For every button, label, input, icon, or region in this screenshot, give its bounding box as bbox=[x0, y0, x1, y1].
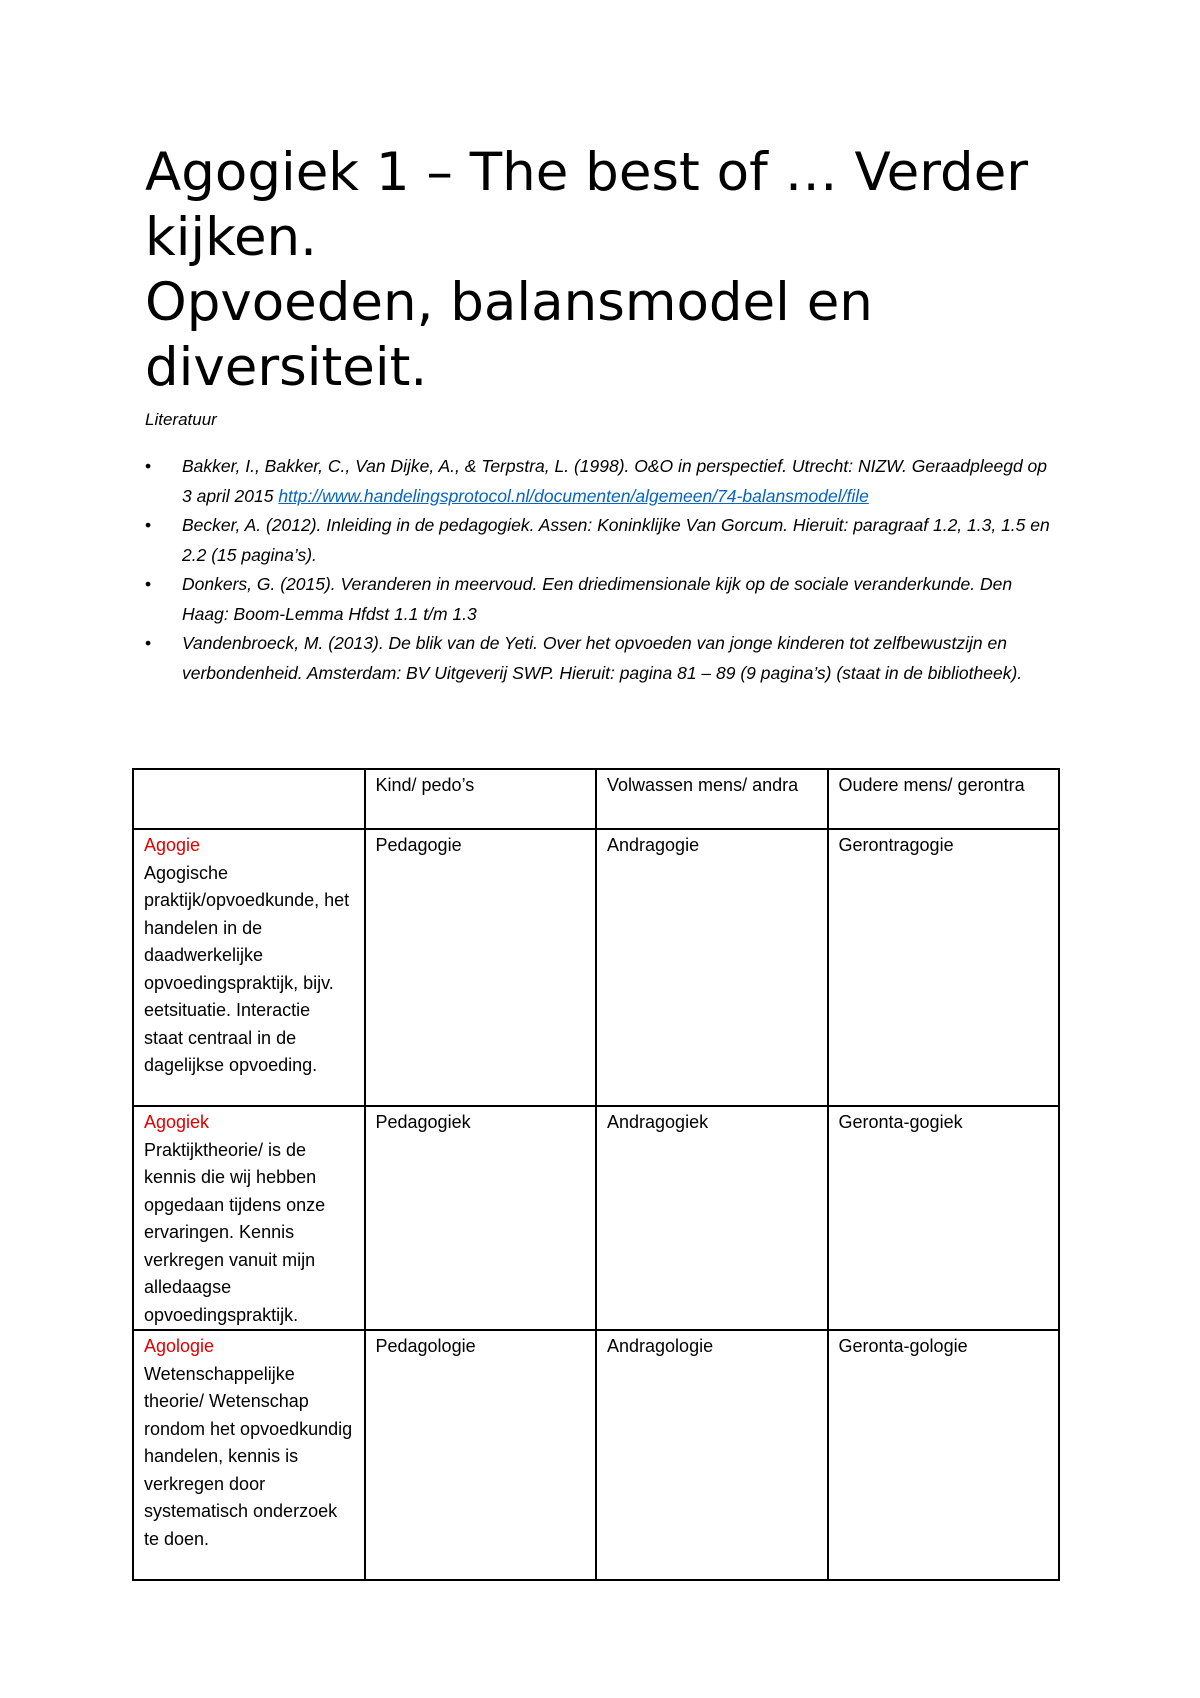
reference-item bbox=[145, 570, 1060, 629]
bullet-icon: • bbox=[145, 574, 152, 594]
table-row bbox=[133, 1330, 1059, 1580]
header-cell: Volwassen mens/ andra bbox=[596, 769, 828, 829]
reference-text: Becker, A. (2012). Inleiding in de pedagogiek. Assen: Koninklijke Van Gorcum. Hieruit: paragraaf 1.2, 1.3, 1.5 en 2.2 (15 pagina’s). bbox=[182, 515, 1050, 565]
term-cell bbox=[133, 1330, 365, 1580]
reference-item bbox=[145, 629, 1060, 688]
reference-item bbox=[145, 511, 1060, 570]
reference-text: Bakker, I., Bakker, C., Van Dijke, A., & Terpstra, L. (1998). O&O in perspectief. Utrecht: NIZW. Geraadpleegd op 3 april 2015 bbox=[182, 456, 1048, 506]
table-cell: Andragologie bbox=[596, 1330, 828, 1580]
header-cell bbox=[133, 769, 365, 829]
title-line-1: Agogiek 1 – The best of … Verder kijken. bbox=[145, 142, 1029, 268]
title-line-2: Opvoeden, balansmodel en diversiteit. bbox=[145, 272, 873, 398]
table-cell: Geronta-gologie bbox=[828, 1330, 1060, 1580]
table-header-row bbox=[133, 769, 1059, 829]
term-description: Wetenschappelijke theorie/ Wetenschap rondom het opvoedkundig handelen, kennis is verkregen door systematisch onderzoek te doen. bbox=[144, 1363, 353, 1549]
reference-list bbox=[145, 452, 1060, 688]
bullet-icon: • bbox=[145, 515, 152, 535]
table-cell: Pedagologie bbox=[365, 1330, 597, 1580]
table-cell: Gerontragogie bbox=[828, 829, 1060, 1106]
reference-item bbox=[145, 452, 1060, 511]
term-label: Agogiek bbox=[144, 1112, 210, 1132]
table-cell: Andragogie bbox=[596, 829, 828, 1106]
literature-heading: Literatuur bbox=[145, 410, 217, 429]
header-cell: Kind/ pedo’s bbox=[365, 769, 597, 829]
table-cell: Geronta-gogiek bbox=[828, 1106, 1060, 1330]
term-cell bbox=[133, 829, 365, 1106]
term-cell bbox=[133, 1106, 365, 1330]
reference-text: Donkers, G. (2015). Veranderen in meervoud. Een driedimensionale kijk op de sociale veranderkunde. Den Haag: Boom-Lemma Hfdst 1.1 t/m 1.3 bbox=[182, 574, 1013, 624]
table-row bbox=[133, 829, 1059, 1106]
bullet-icon: • bbox=[145, 633, 152, 653]
agogy-table bbox=[132, 768, 1060, 1581]
term-description: Agogische praktijk/opvoedkunde, het handelen in de daadwerkelijke opvoedingspraktijk, bijv. eetsituatie. Interactie staat centraal in de dagelijkse opvoeding. bbox=[144, 862, 350, 1075]
reference-link[interactable]: http://www.handelingsprotocol.nl/documenten/algemeen/74-balansmodel/file bbox=[278, 485, 869, 506]
header-cell: Oudere mens/ gerontra bbox=[828, 769, 1060, 829]
table-row bbox=[133, 1106, 1059, 1330]
reference-text: Vandenbroeck, M. (2013). De blik van de Yeti. Over het opvoeden van jonge kinderen tot zelfbewustzijn en verbondenheid. Amsterdam: BV Uitgeverij SWP. Hieruit: pagina 81 – 89 (9 pagina’s) (staat in de bibliotheek). bbox=[182, 633, 1023, 683]
table-cell: Pedagogiek bbox=[365, 1106, 597, 1330]
table-cell: Pedagogie bbox=[365, 829, 597, 1106]
table-cell: Andragogiek bbox=[596, 1106, 828, 1330]
term-description: Praktijktheorie/ is de kennis die wij hebben opgedaan tijdens onze ervaringen. Kennis verkregen vanuit mijn alledaagse opvoedingspraktijk. bbox=[144, 1139, 326, 1325]
page-title bbox=[145, 140, 1105, 400]
term-label: Agogie bbox=[144, 835, 201, 855]
bullet-icon: • bbox=[145, 456, 152, 476]
term-label: Agologie bbox=[144, 1336, 215, 1356]
